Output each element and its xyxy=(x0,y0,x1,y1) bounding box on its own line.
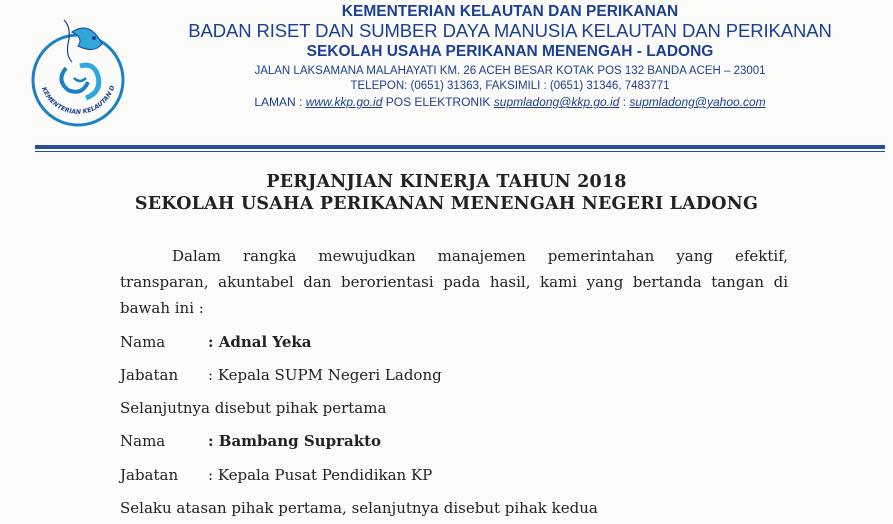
school-name: SEKOLAH USAHA PERIKANAN MENENGAH - LADONG xyxy=(306,43,714,60)
school-address: JALAN LAKSAMANA MALAHAYATI KM. 26 ACEH BESAR KOTAK POS 132 BANDA ACEH – 23001 xyxy=(254,65,766,77)
intro-line-2: transparan, akuntabel dan berorientasi pada hasil, kami yang bertanda tangan di xyxy=(120,273,788,291)
email-link-2[interactable]: supmladong@yahoo.com xyxy=(629,95,766,109)
kkp-logo xyxy=(28,10,128,145)
contact-line xyxy=(150,95,870,109)
web-label: LAMAN : xyxy=(254,95,303,109)
party2-position-value: : Kepala Pusat Pendidikan KP xyxy=(208,466,433,484)
email-separator: : xyxy=(622,95,627,109)
logo-ring-text: KEMENTERIAN KELAUTAN D xyxy=(40,84,117,116)
party2-name-value: : Bambang Suprakto xyxy=(208,432,382,450)
party1-note: Selanjutnya disebut pihak pertama xyxy=(120,399,387,417)
party1-position-value: : Kepala SUPM Negeri Ladong xyxy=(208,366,442,384)
intro-line-3: bawah ini : xyxy=(120,299,204,317)
party2-name-label: Nama xyxy=(120,432,166,450)
letterhead-rule-thick xyxy=(35,145,885,149)
party1-name-value: : Adnal Yeka xyxy=(208,333,312,351)
intro-line-1: Dalam rangka mewujudkan manajemen pemerintahan yang efektif, xyxy=(172,247,788,265)
svg-text:KEMENTERIAN KELAUTAN DAN PERIK xyxy=(28,10,116,116)
web-link[interactable]: www.kkp.go.id xyxy=(305,95,383,109)
email-label: POS ELEKTRONIK xyxy=(385,95,491,109)
ministry-name: KEMENTERIAN KELAUTAN DAN PERIKANAN xyxy=(341,3,679,20)
party1-position-label: Jabatan xyxy=(120,366,179,384)
agency-name: BADAN RISET DAN SUMBER DAYA MANUSIA KELAUTAN DAN PERIKANAN xyxy=(188,20,832,41)
party2-note: Selaku atasan pihak pertama, selanjutnya disebut pihak kedua xyxy=(120,499,598,517)
document-subtitle: SEKOLAH USAHA PERIKANAN MENENGAH NEGERI LADONG xyxy=(134,194,759,214)
email-link-1[interactable]: supmladong@kkp.go.id xyxy=(493,95,620,109)
party2-position-label: Jabatan xyxy=(120,466,179,484)
school-phone: TELEPON: (0651) 31363, FAKSIMILI : (0651) 31346, 7483771 xyxy=(350,80,670,92)
letterhead-rule-thin xyxy=(35,151,885,152)
document-title: PERJANJIAN KINERJA TAHUN 2018 xyxy=(266,172,627,192)
party1-name-label: Nama xyxy=(120,333,166,351)
